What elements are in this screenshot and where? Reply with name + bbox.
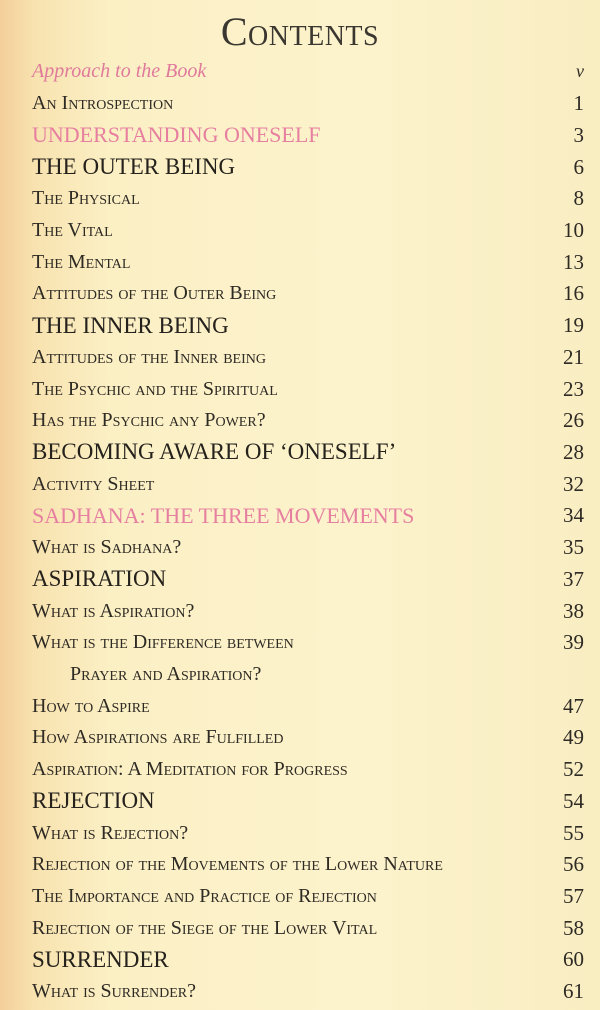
toc-entry-title: The Psychic and the Spiritual [32,377,278,400]
toc-entry-page: 32 [563,471,584,496]
toc-entry-page: 60 [563,947,584,972]
toc-entry [32,659,584,691]
toc-entry [32,500,584,532]
toc-entry-page: 54 [563,788,584,813]
toc-entry [32,912,584,944]
toc-entry-page: 38 [563,598,584,623]
toc-entry-page: 26 [563,408,584,433]
toc-entry [32,944,584,976]
toc-entry-page: 8 [573,186,584,211]
toc-entry-page: 16 [563,281,584,306]
toc-entry-title: The Vital [32,218,113,241]
toc-entry [32,119,584,151]
toc-entry-title: An Introspection [32,92,174,115]
toc-entry [32,564,584,596]
toc-entry [32,881,584,913]
toc-entry [32,468,584,500]
toc-entry [32,88,584,120]
toc-entry-page: 47 [563,693,584,718]
toc-entry-title: The Physical [32,187,140,210]
toc-entry-page: 3 [573,122,584,147]
toc-entry-title: SADHANA: THE THREE MOVEMENTS [32,502,415,528]
toc-entry-page: 55 [563,820,584,845]
toc-entry-title: Rejection of the Siege of the Lower Vital [32,916,378,939]
toc-entry [32,310,584,342]
toc-entry-title: REJECTION [32,788,155,814]
toc-entry-title: What is Rejection? [32,821,189,844]
toc-entry-title: The Mental [32,250,131,273]
toc-entry [32,278,584,310]
toc-entry-page: 6 [573,154,584,179]
toc-entry [32,595,584,627]
toc-entry-title: Attitudes of the Outer Being [32,282,277,305]
toc-entry-title: What is Sadhana? [32,536,182,559]
toc-entry-page: 34 [563,503,584,528]
toc-entry-title: Has the Psychic any Power? [32,409,266,432]
toc-entry-page: 52 [563,757,584,782]
toc-entry-page: 61 [563,979,584,1004]
toc-entry [32,690,584,722]
toc-entry-page: 58 [563,915,584,940]
toc-entry [32,849,584,881]
toc-entry-page: 28 [563,439,584,464]
toc-entry-page: v [576,61,584,82]
toc-entry-title: Attitudes of the Inner being [32,345,266,368]
toc-entry-page: 13 [563,249,584,274]
toc-entry-page: 35 [563,535,584,560]
toc-entry-title: Approach to the Book [32,60,207,83]
toc-entry-title: UNDERSTANDING ONESELF [32,122,321,148]
toc-entry-title: SURRENDER [32,946,169,972]
page-title: Contents [220,9,380,54]
toc-entry-page: 49 [563,725,584,750]
toc-entry-title: How to Aspire [32,694,150,717]
toc-entry-title: The Importance and Practice of Rejection [32,885,377,908]
toc-entry-page: 23 [563,376,584,401]
toc-entry-page: 19 [563,313,584,338]
toc-entry-title: Rejection of the Movements of the Lower Nature [32,853,443,876]
toc-entry [32,786,584,818]
toc-entry [32,532,584,564]
toc-entry [32,817,584,849]
toc-entry [32,215,584,247]
toc-entry-page: 37 [563,566,584,591]
toc-entry-title: BECOMING AWARE OF ‘ONESELF’ [32,439,397,465]
toc-entry [32,437,584,469]
toc-entry [32,183,584,215]
toc-entry-page: 56 [563,852,584,877]
toc-entry-page: 57 [563,884,584,909]
toc-entry [32,405,584,437]
toc-entry [32,373,584,405]
toc-entry [32,56,584,88]
toc-entry-page: 10 [563,217,584,242]
toc-entry [32,341,584,373]
toc-entry-title: How Aspirations are Fulfilled [32,726,284,749]
toc-entry [32,151,584,183]
toc-entry [32,627,584,659]
toc-entry-title: THE OUTER BEING [32,154,236,180]
toc-entry-title: Prayer and Aspiration? [70,663,262,686]
toc-entry [32,976,584,1008]
toc-entry-title: What is the Difference between [32,631,294,654]
toc-entry-title: Activity Sheet [32,472,155,495]
toc-entry-page: 39 [563,630,584,655]
toc-entry-title: Aspiration: A Meditation for Progress [32,758,348,781]
table-of-contents [32,56,584,1008]
toc-entry-title: THE INNER BEING [32,312,229,338]
toc-entry [32,246,584,278]
toc-entry-title: What is Aspiration? [32,599,195,622]
toc-entry-page: 1 [573,91,584,116]
toc-entry [32,754,584,786]
toc-entry [32,722,584,754]
toc-entry-page: 21 [563,344,584,369]
toc-entry-title: ASPIRATION [32,566,167,592]
toc-entry-title: What is Surrender? [32,980,196,1003]
